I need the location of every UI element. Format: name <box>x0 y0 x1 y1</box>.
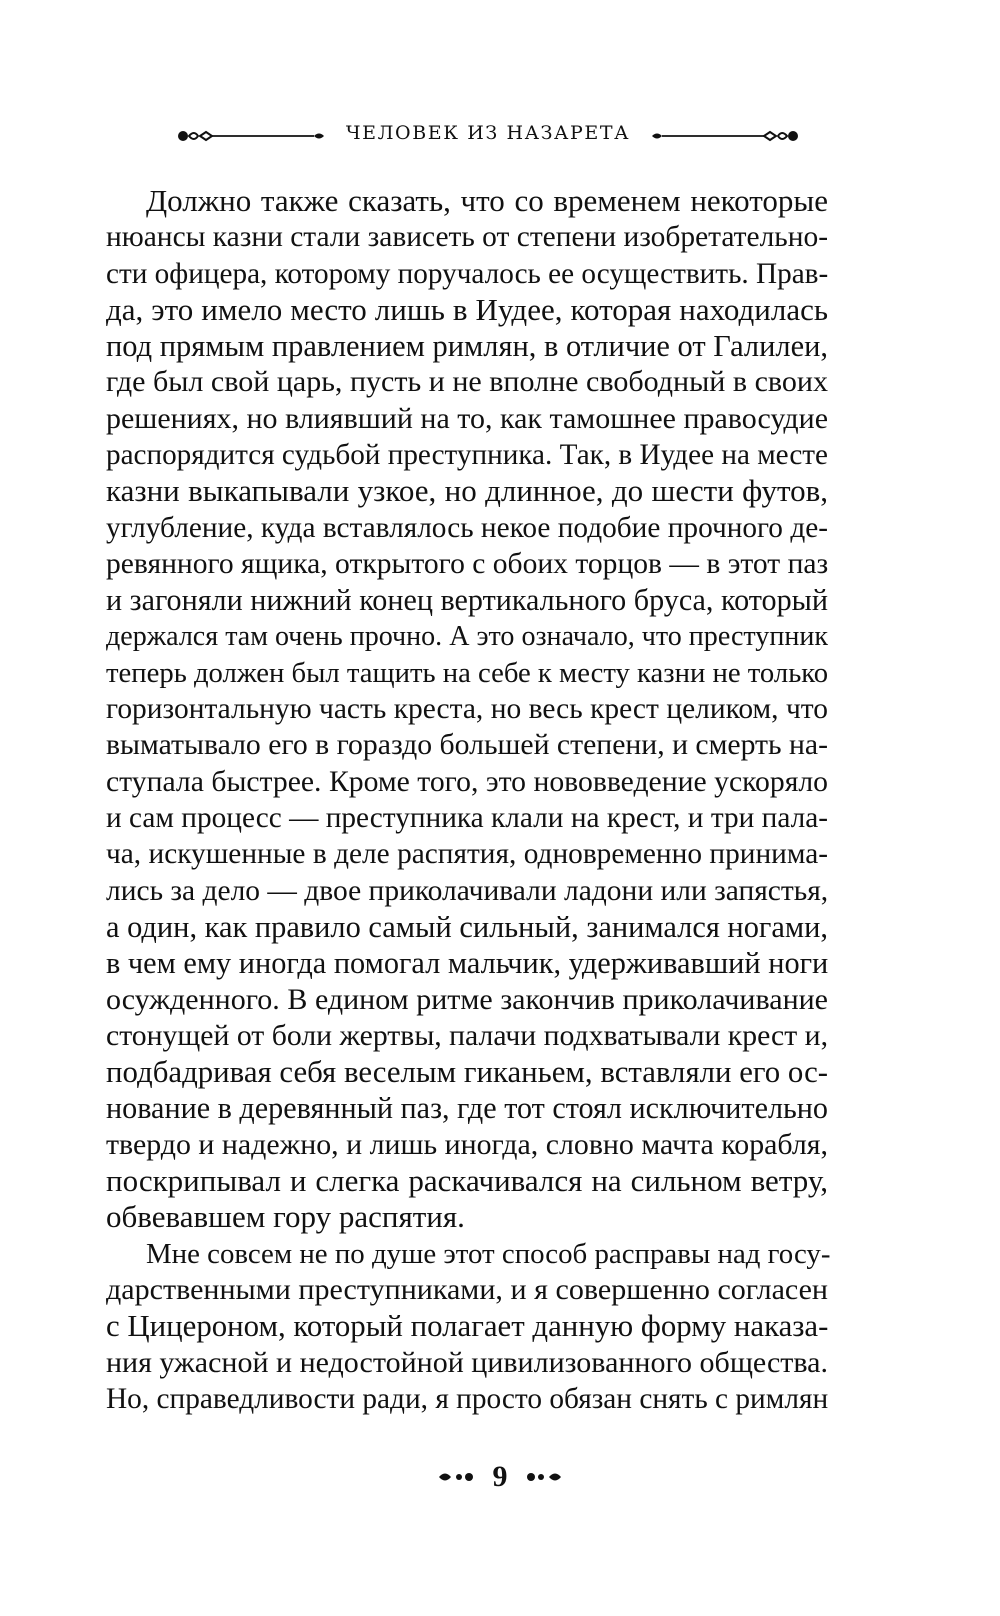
ornament-right-icon <box>650 126 800 146</box>
text-line: лись за дело — двое приколачивали ладони или запястья, <box>106 874 829 907</box>
text-line: Должно также сказать, что со временем некоторые <box>146 183 828 218</box>
text-line: в чем ему иногда помогал мальчик, удерживавший ноги <box>106 946 829 981</box>
paragraph-1 <box>106 183 828 1236</box>
text-line: да, это имело место лишь в Иудее, которая находилась <box>106 291 828 327</box>
text-line: под прямым правлением римлян, в отличие от Галилеи, <box>106 329 828 364</box>
text-line: ча, искушенные в деле распятия, одновременно принима- <box>106 838 828 871</box>
text-line: держался там очень прочно. А это означало, что преступник <box>106 620 828 652</box>
text-line: ступала быстрее. Кроме того, это нововведение ускоряло <box>106 765 828 798</box>
text-line: теперь должен был тащить на себе к месту казни не только <box>106 656 829 689</box>
page-number: 9 <box>492 1460 508 1494</box>
text-line: с Цицероном, который полагает данную форму наказа- <box>106 1309 829 1344</box>
text-line: сти офицера, которому поручалось ее осуществить. Прав- <box>106 257 829 290</box>
folio-ornament-left-icon <box>437 1469 477 1485</box>
text-line: Но, справедливости ради, я просто обязан снять с римлян <box>106 1382 829 1415</box>
text-line: казни выкапывали узкое, но длинное, до шести футов, <box>106 473 828 509</box>
text-line: ния ужасной и недостойной цивилизованного общества. <box>106 1345 828 1379</box>
text-line: горизонтальную часть креста, но весь крест целиком, что <box>106 693 828 726</box>
text-line: обвевавшем гору распятия. <box>106 1199 465 1235</box>
running-header <box>0 118 1000 154</box>
text-line: решениях, но влиявший на то, как тамошнее правосудие <box>106 401 828 435</box>
text-line: нование в деревянный паз, где тот стоял исключительно <box>106 1091 828 1126</box>
text-line: дарственными преступниками, и я совершенно согласен <box>106 1272 828 1306</box>
running-title: ЧЕЛОВЕК ИЗ НАЗАРЕТА <box>345 122 631 144</box>
text-line: ревянного ящика, открытого с обоих торцов — в этот паз <box>106 547 829 580</box>
text-line: углубление, куда вставлялось некое подобие прочного де- <box>106 511 828 544</box>
text-line: и сам процесс — преступника клали на крест, и три пала- <box>106 802 828 835</box>
text-line: осужденного. В едином ритме закончив приколачивание <box>106 982 828 1016</box>
paragraph-2 <box>106 1236 831 1417</box>
text-line: поскрипывал и слегка раскачивался на сильном ветру, <box>106 1163 828 1199</box>
ornament-left-icon <box>176 126 326 146</box>
text-line: подбадривая себя веселым гиканьем, вставляли его ос- <box>106 1055 829 1090</box>
folio-ornament-right-icon <box>523 1469 563 1485</box>
text-line: и загоняли нижний конец вертикального бруса, который <box>106 583 828 618</box>
text-line: нюансы казни стали зависеть от степени изобретательно- <box>106 221 828 254</box>
body-text <box>106 183 831 1417</box>
text-line: распорядится судьбой преступника. Так, в Иудее на месте <box>106 439 828 472</box>
page-footer <box>0 1458 1000 1492</box>
text-line: выматывало его в гораздо большей степени, и смерть на- <box>106 729 829 762</box>
text-line: Мне совсем не по душе этот способ расправы над госу- <box>146 1237 831 1270</box>
text-line: а один, как правило самый сильный, занимался ногами, <box>106 909 828 944</box>
text-line: стонущей от боли жертвы, палачи подхватывали крест и, <box>106 1019 828 1052</box>
text-line: твердо и надежно, и лишь иногда, словно мачта корабля, <box>106 1127 828 1161</box>
text-line: где был свой царь, пусть и не вполне свободный в своих <box>106 365 828 399</box>
